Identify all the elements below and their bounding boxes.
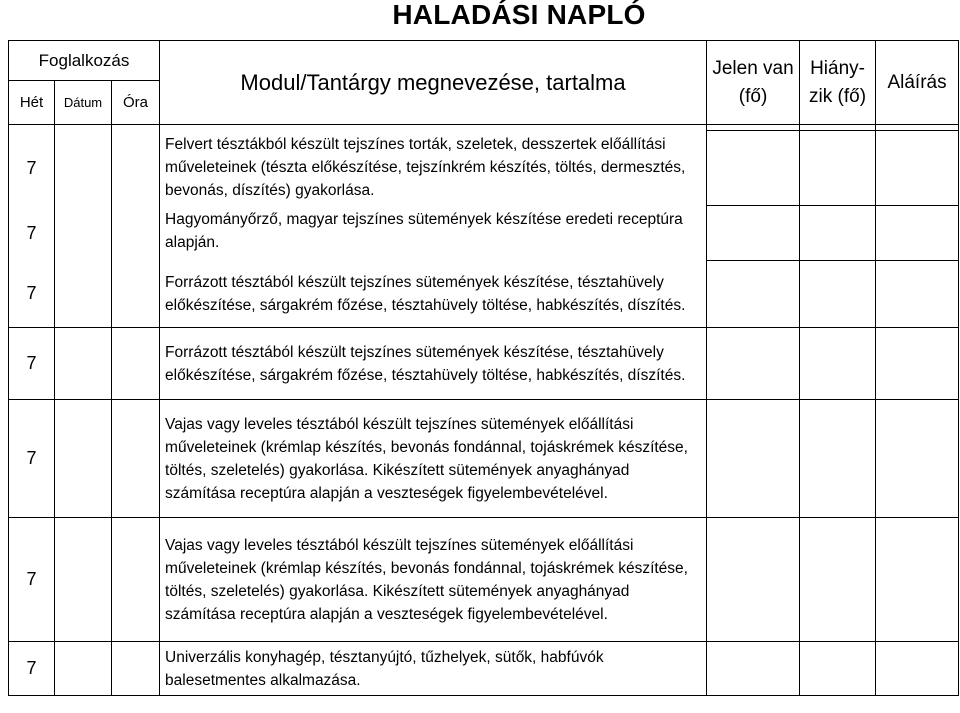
date-cell: [55, 518, 112, 642]
header-activity-group: Foglalkozás: [9, 41, 160, 81]
header-date: Dátum: [55, 81, 112, 125]
header-present: [707, 41, 800, 125]
page-title: HALADÁSI NAPLÓ: [392, 0, 646, 30]
header-present-line1: Jelen van: [712, 57, 794, 79]
hour-cell: [112, 518, 160, 642]
header-absent-line1: Hiány-: [810, 57, 865, 79]
present-cell: [707, 518, 800, 642]
absent-cell: [800, 206, 876, 261]
date-cell: [55, 400, 112, 518]
module-content-cell: Hagyományőrző, magyar tejszínes sütemények készítése eredeti receptúra alapján.: [160, 206, 707, 261]
present-cell: [707, 400, 800, 518]
progress-log-table: [8, 40, 959, 696]
table-row: [9, 400, 959, 518]
signature-cell: [876, 206, 959, 261]
header-absent: [800, 41, 876, 125]
table-row: [9, 131, 959, 206]
header-week: Hét: [9, 81, 55, 125]
date-cell: [55, 328, 112, 400]
signature-cell: [876, 131, 959, 206]
hour-cell: [112, 400, 160, 518]
header-absent-line2: zik (fő): [809, 85, 867, 107]
absent-cell: [800, 328, 876, 400]
table-row: [9, 642, 959, 696]
date-cell: [55, 261, 112, 328]
week-cell: 7: [9, 400, 55, 518]
date-cell: [55, 206, 112, 261]
date-cell: [55, 642, 112, 696]
hour-cell: [112, 642, 160, 696]
hour-cell: [112, 206, 160, 261]
header-signature: Aláírás: [876, 41, 959, 125]
week-cell: 7: [9, 261, 55, 328]
header-hour: Óra: [112, 81, 160, 125]
absent-cell: [800, 261, 876, 328]
table-row: [9, 206, 959, 261]
hour-cell: [112, 261, 160, 328]
table-row: [9, 261, 959, 328]
table-row: [9, 518, 959, 642]
signature-cell: [876, 328, 959, 400]
present-cell: [707, 261, 800, 328]
absent-cell: [800, 400, 876, 518]
module-content-cell: Forrázott tésztából készült tejszínes sütemények készítése, tésztahüvely előkészítése, sárgakrém főzése, tésztahüvely töltése, habkészítés, díszítés.: [160, 328, 707, 400]
module-content-cell: Vajas vagy leveles tésztából készült tejszínes sütemények előállítási műveleteinek (krémlap készítés, bevonás fondánnal, tojáskrémek készítése, töltés, szeletelés) gyakorlása. Kikészített sütemények anyaghányad számítása receptúra alapján a veszteségek figyelembevételével.: [160, 518, 707, 642]
present-cell: [707, 642, 800, 696]
present-cell: [707, 328, 800, 400]
absent-cell: [800, 518, 876, 642]
signature-cell: [876, 518, 959, 642]
module-content-cell: Forrázott tésztából készült tejszínes sütemények készítése, tésztahüvely előkészítése, sárgakrém főzése, tésztahüvely töltése, habkészítés, díszítés.: [160, 261, 707, 328]
present-cell: [707, 206, 800, 261]
table-row: [9, 328, 959, 400]
date-cell: [55, 131, 112, 206]
absent-cell: [800, 131, 876, 206]
module-content-cell: Univerzális konyhagép, tésztanyújtó, tűzhelyek, sütők, habfúvók balesetmentes alkalmazása.: [160, 642, 707, 696]
signature-cell: [876, 400, 959, 518]
absent-cell: [800, 642, 876, 696]
week-cell: 7: [9, 206, 55, 261]
hour-cell: [112, 131, 160, 206]
header-present-line2: (fő): [738, 85, 768, 107]
week-cell: 7: [9, 131, 55, 206]
module-content-cell: Felvert tésztákból készült tejszínes torták, szeletek, desszertek előállítási műveleteinek (tészta előkészítése, tejszínkrém készítés, töltés, dermesztés, bevonás, díszítés) gyakorlása.: [160, 131, 707, 206]
week-cell: 7: [9, 642, 55, 696]
module-content-cell: Vajas vagy leveles tésztából készült tejszínes sütemények előállítási műveleteinek (krémlap készítés, bevonás fondánnal, tojáskrémek készítése, töltés, szeletelés) gyakorlása. Kikészített sütemények anyaghányad számítása receptúra alapján a veszteségek figyelembevételével.: [160, 400, 707, 518]
signature-cell: [876, 642, 959, 696]
week-cell: 7: [9, 328, 55, 400]
present-cell: [707, 131, 800, 206]
week-cell: 7: [9, 518, 55, 642]
signature-cell: [876, 261, 959, 328]
hour-cell: [112, 328, 160, 400]
header-module: Modul/Tantárgy megnevezése, tartalma: [160, 41, 707, 125]
